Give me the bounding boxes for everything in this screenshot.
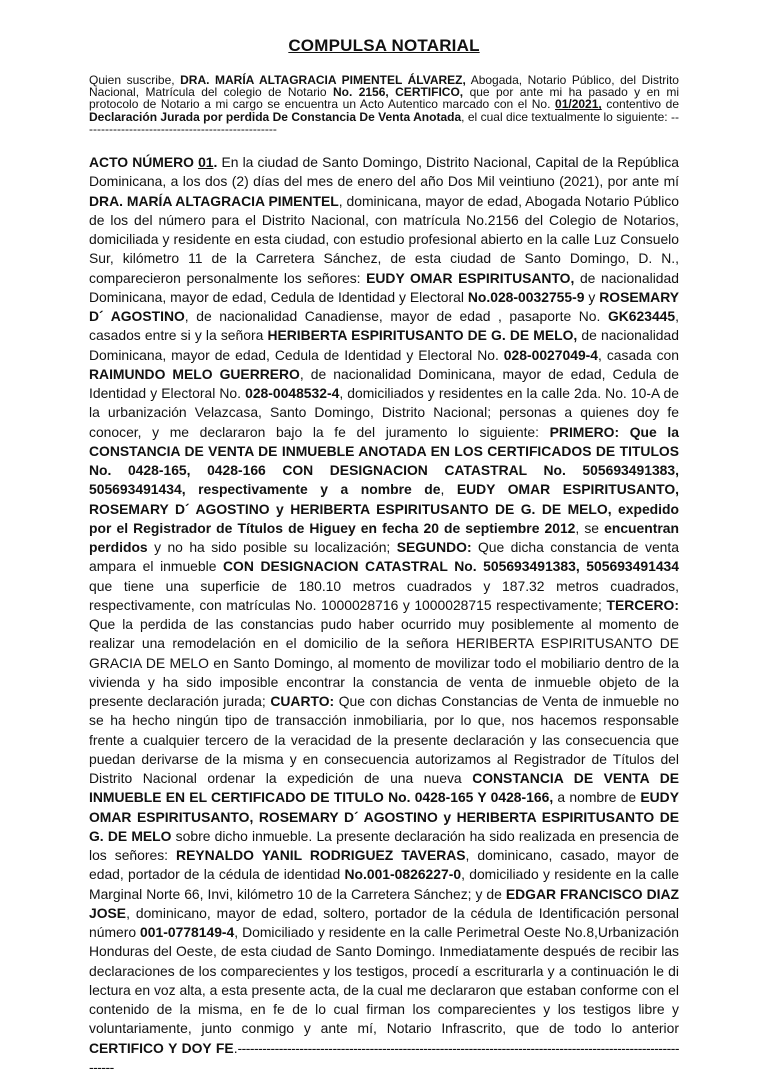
body-bold-run: PRIMERO: Que la CONSTANCIA DE VENTA DE INMUEBLE ANOTADA EN LOS CERTIFICADOS DE TITULOS No. 0428-165, 0428-166 CON DESIGNACION CATASTRAL No. 505693491383, 505693491434, respectivamente y a nombre de [89,423,679,498]
body-text-run: En la ciudad de Santo Domingo, Distrito Nacional, Capital de la República Dominicana, a los dos (2) días del mes de enero del año Dos Mil veintiuno (2021), por ante mí [89,154,679,190]
act-body-paragraph [89,153,679,1077]
body-text-run: , Domiciliado y residente en la calle Perimetral Oeste No.8,Urbanización Honduras del Oeste, de esta ciudad de Santo Domingo. Inmediatamente después de recibir las declaraciones de los comparecientes y los testigos, procedí a escriturarla y a continuación le di lectura en voz alta, a esta presente acta, de la cual me declararon que estaban conforme con el contenido de la misma, en fe de lo cual firman los comparecientes y los testigos libre y voluntariamente, junto conmigo y ante mí, Notario Infrascrito, que de todo lo anterior [89,924,679,1037]
body-text-run: Que dicha constancia de venta ampara el inmueble [89,539,679,575]
body-text-run: de nacionalidad Dominicana, mayor de edad, Cedula de Identidad y Electoral [89,269,679,305]
body-bold-run: EUDY OMAR ESPIRITUSANTO, ROSEMARY D´ AGOSTINO y HERIBERTA ESPIRITUSANTO DE G. DE MELO, expedido por el Registrador de Títulos de Higuey en fecha 20 de septiembre 2012 [89,481,679,536]
intro-text-run: Abogada, Notario Público, del Distrito Nacional, Matrícula del colegio de Notario [89,73,679,100]
body-bold-run: 028-0048532-4 [245,385,340,402]
body-bold-run: 028-0027049-4 [503,346,599,363]
body-text-run: , casada con [598,346,679,363]
body-text-run: Que con dichas Constancias de Venta de inmueble no se ha hecho ningún tipo de transacción inmobiliaria, por lo que, nos hacemos responsable frente a cualquier tercero de la veracidad de la presente declaración y las consecuencia que puedan derivarse de la misma y en consecuencia autorizamos al Registrador de Títulos del Distrito Nacional ordenar la expedición de una nueva [89,693,679,787]
body-bold-run: No.001-0826227-0 [344,866,462,883]
body-bold-run: EDGAR FRANCISCO DIAZ JOSE [89,885,679,921]
body-text-run: . [233,1039,238,1056]
intro-paragraph [89,74,679,135]
body-run-underlined: 01 [198,154,214,171]
body-bold-run: SEGUNDO: [396,539,472,556]
body-text-run: , de nacionalidad Dominicana, mayor de edad, Cedula de Identidad y Electoral No. [89,365,679,402]
body-bold-run: RAIMUNDO MELO GUERRERO [89,365,300,382]
intro-bold-run: DRA. MARÍA ALTAGRACIA PIMENTEL ÁLVAREZ, [180,73,466,87]
body-bold-run: CON DESIGNACION CATASTRAL No. 505693491383, 505693491434 [223,558,679,575]
body-text-run: , domiciliado y residente en la calle Marginal Norte 66, Invi, kilómetro 10 de la Carretera Sánchez; y de [89,866,680,902]
body-text-run: , casados entre si y la señora [89,308,679,344]
body-text-run: y [584,288,600,305]
body-bold-run: ACTO NÚMERO [89,154,199,171]
body-text-run: a nombre de [553,789,641,806]
intro-text-run: Quien suscribe, [89,73,181,87]
body-bold-run: EUDY OMAR ESPIRITUSANTO, [366,269,575,286]
body-text-run: , de nacionalidad Canadiense, mayor de edad , pasaporte No. [184,308,608,325]
body-bold-run: CONSTANCIA DE VENTA DE INMUEBLE EN EL CERTIFICADO DE TITULO No. 0428-165 Y 0428-166, [89,770,679,806]
body-text-run: Que la perdida de las constancias pudo haber ocurrido muy posiblemente al momento de realizar una remodelación en el domicilio de la señora HERIBERTA ESPIRITUSANTO DE GRACIA DE MELO en Santo Domingo, al momento de movilizar todo el mobiliario dentro de la vivienda y ha sido imposible encontrar la constancia de venta de inmueble objeto de la presente declaración jurada; [89,616,679,710]
intro-run-underlined: 01/2021, [555,97,602,112]
body-bold-run [198,154,213,170]
body-text-run: , dominicana, mayor de edad, Abogada Notario Público de los del número para el Distrito Nacional, con matrícula No.2156 del Colegio de Notarios, domiciliada y residente en esta ciudad, con estudio profesional abierto en la calle Luz Consuelo Sur, kilómetro 11 de la Carretera Sánchez, de esta ciudad de Santo Domingo, D. N., comparecieron personalmente los señores: [89,192,679,286]
intro-text-run: , el cual dice textualmente lo siguiente: ------------------------------------------------- [89,109,679,136]
document-page [89,36,679,1077]
intro-bold-run: Declaración Jurada por perdida De Constancia De Venta Anotada [89,109,462,124]
body-text-run: de nacionalidad Dominicana, mayor de edad, Cedula de Identidad y Electoral No. [89,327,679,363]
body-bold-run: TERCERO: [606,596,679,613]
body-bold-run: ROSEMARY D´ AGOSTINO [89,288,679,325]
body-bold-run: HERIBERTA ESPIRITUSANTO DE G. DE MELO, [267,327,578,344]
body-text-run: ----------------------------------------------------------------------------------------------------------------- [89,1039,679,1075]
body-bold-run: CUARTO: [270,693,335,710]
body-bold-run: 001-0778149-4 [140,924,235,941]
body-text-run: , [440,481,457,498]
body-text-run: , domiciliados y residentes en la calle 2da. No. 10-A de la urbanización Velazcasa, Santo Domingo, Distrito Nacional; personas a quienes doy fe conocer, y me declararon bajo la fe del juramento lo siguiente: [89,385,679,440]
body-bold-run: REYNALDO YANIL RODRIGUEZ TAVERAS [176,847,466,864]
document-title: COMPULSA NOTARIAL [288,36,480,55]
body-text-run: sobre dicho inmueble. La presente declaración ha sido realizada en presencia de los señores: [89,827,679,864]
body-text-run: , dominicano, casado, mayor de edad, portador de la cédula de identidad [89,847,679,883]
body-bold-run: DRA. MARÍA ALTAGRACIA PIMENTEL [89,192,339,209]
body-bold-run: EUDY OMAR ESPIRITUSANTO, ROSEMARY D´ AGOSTINO y HERIBERTA ESPIRITUSANTO DE G. DE MELO [89,789,679,844]
intro-text-run: contentivo de [601,97,679,112]
body-bold-run: . [213,154,218,171]
body-text-run: y no ha sido posible su localización; [147,539,397,556]
body-bold-run: No.028-0032755-9 [467,288,585,305]
body-bold-run: encuentran perdidos [89,519,679,556]
body-text-run: que tiene una superficie de 180.10 metros cuadrados y 187.32 metros cuadrados, respectivamente, con matrículas No. 1000028716 y 1000028715 respectivamente; [89,577,679,613]
body-text-run: , se [575,519,605,536]
body-bold-run: CERTIFICO Y DOY FE [89,1039,234,1056]
intro-bold-run: No. 2156, CERTIFICO, [332,85,464,100]
body-text-run: , dominicano, mayor de edad, soltero, portador de la cédula de Identificación personal número [89,904,679,941]
body-bold-run: GK623445 [607,308,676,325]
intro-text-run: que por ante mi ha pasado y en mi protocolo de Notario a mi cargo se encuentra un Acto Autentico marcado con el No. [89,85,680,112]
